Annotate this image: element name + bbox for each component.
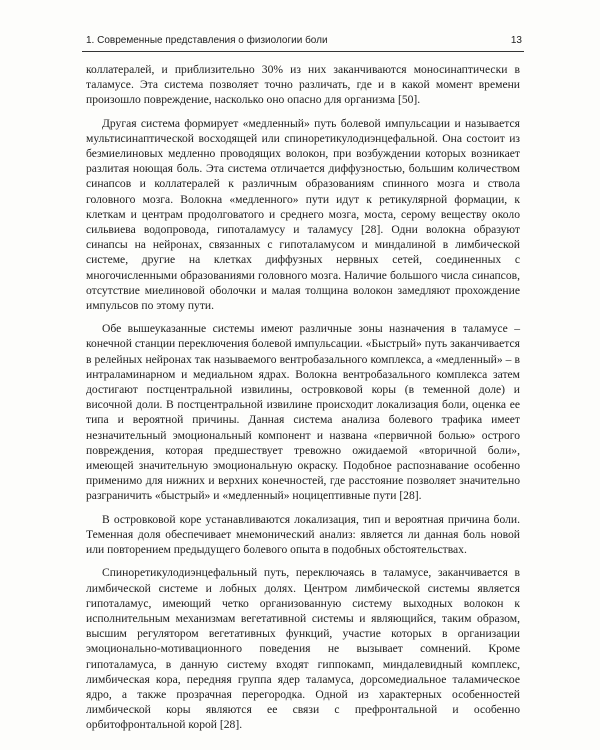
header-rule: [82, 51, 524, 52]
paragraph-2: Другая система формирует «медленный» путь болевой импульсации и называется мультисинаптической восходящей или спиноретикулодиэнцефальной. Она состоит из безмиелиновых медленно проводящих волокон, при возбуждении которых возникает разлитая ноющая боль. Эта система отличается диффузностью, большим количеством синапсов и коллатералей к различным образованиям спинного мозга и ствола головного мозга. Волокна «медленного» пути идут к ретикулярной формации, к клеткам и центрам продолговатого и среднего мозга, моста, серому веществу около сильвиева водопровода, гипоталамусу и таламусу [28]. Одни волокна образуют синапсы на нейронах, связанных с гипоталамусом и миндалиной в лимбической системе, другие на клетках диффузных нервных сетей, соединенных с многочисленными образованиями головного мозга. Наличие большого числа синапсов, отсутствие миелиновой оболочки и малая толщина волокон замедляют прохождение импульсов по этому пути.: [86, 116, 520, 313]
page-number: 13: [510, 34, 522, 46]
paragraph-5: Спиноретикулодиэнцефальный путь, переключаясь в таламусе, заканчивается в лимбической системе и лобных долях. Центром лимбической системы является гипоталамус, имеющий четко организованную систему выходных волокон к исполнительным механизмам вегетативной системы и являющийся, таким образом, высшим регулятором вегетативных функций, участие которых в организации эмоционально-мотивационного поведения не вызывает сомнений. Кроме гипоталамуса, в данную систему входят гиппокамп, миндалевидный комплекс, лимбическая кора, передняя группа ядер таламуса, дорсомедиальное таламическое ядро, а также прозрачная перегородка. Одной из характерных особенностей лимбической коры являются ее связи с префронтальной и особенно орбитофронтальной корой [28].: [86, 566, 520, 732]
body-text: [86, 62, 520, 741]
running-header: [86, 30, 522, 50]
chapter-title: 1. Современные представления о физиологии боли: [86, 34, 328, 46]
paragraph-3: Обе вышеуказанные системы имеют различные зоны назначения в таламусе – конечной станции переключения болевой импульсации. «Быстрый» путь заканчивается в релейных нейронах так называемого вентробазального комплекса, а «медленный» – в интраламинарном и медиальном ядрах. Волокна вентробазального комплекса затем достигают постцентральной извилины, островковой коры (в теменной доле) и височной доли. В постцентральной извилине происходит локализация боли, оценка ее типа и вероятной причины. Данная система анализа болевого трафика имеет незначительный эмоциональный компонент и названа «первичной болью» острого повреждения, которая предшествует тревожно ожидаемой «вторичной боли», имеющей значительную эмоциональную окраску. Подобное распознавание особенно применимо для нижних и верхних конечностей, где расстояние позволяет значительно разграничить «быстрый» и «медленный» ноцицептивные пути [28].: [86, 322, 520, 503]
paragraph-4: В островковой коре устанавливаются локализация, тип и вероятная причина боли. Теменная доля обеспечивает мнемонический анализ: является ли данная боль новой или повторением предыдущего болевого опыта в подобных обстоятельствах.: [86, 512, 520, 557]
paragraph-1: коллатералей, и приблизительно 30% из них заканчиваются моносинаптически в таламусе. Эта система позволяет точно различать, где и в какой момент времени произошло повреждение, насколько оно опасно для организма [50].: [86, 63, 520, 107]
